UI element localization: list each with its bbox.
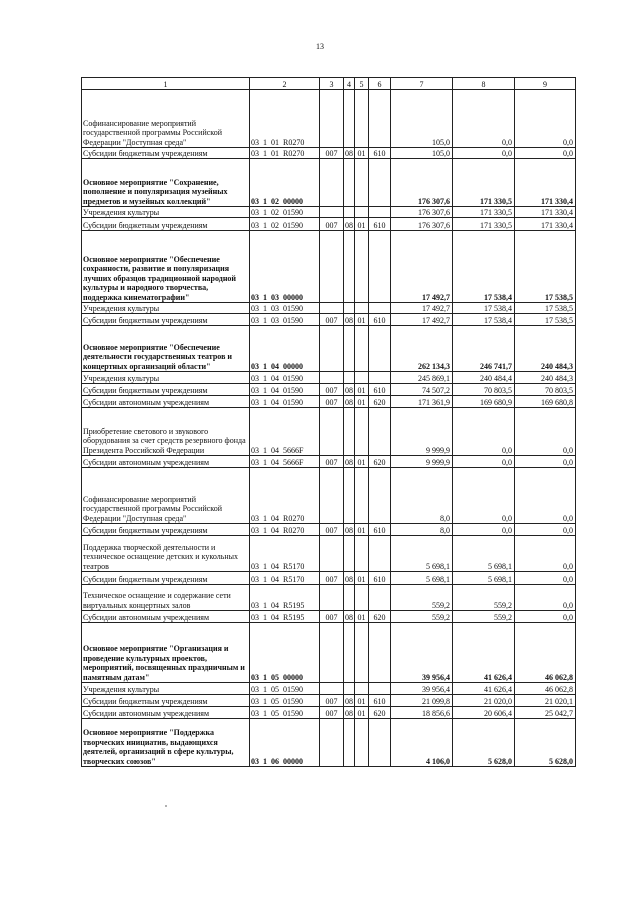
amount-year-3: 17 538,5 [515,314,576,326]
table-row [82,384,576,396]
expense-type-code: 610 [369,524,391,536]
ministry-code [320,231,344,303]
table-row [82,218,576,231]
subsection-code [355,408,369,456]
budget-code: 03 1 05 01590 [250,707,320,719]
amount-year-3: 0,0 [515,148,576,159]
subsection-code: 01 [355,384,369,396]
expense-type-code: 610 [369,572,391,585]
column-header: 1 [82,78,250,90]
amount-year-1: 559,2 [391,585,453,611]
section-code [344,326,355,372]
expense-type-code: 620 [369,707,391,719]
section-code [344,231,355,303]
budget-code: 03 1 04 01590 [250,396,320,408]
column-header: 2 [250,78,320,90]
table-row [82,231,576,303]
amount-year-1: 5 698,1 [391,536,453,572]
row-name: Субсидии автономным учреждениям [82,611,250,623]
expense-type-code [369,207,391,218]
amount-year-3: 0,0 [515,524,576,536]
row-name: Поддержка творческой деятельности и техническое оснащение детских и кукольных театров [82,536,250,572]
subsection-code [355,90,369,148]
amount-year-1: 17 492,7 [391,303,453,314]
section-code: 08 [345,397,353,407]
amount-year-3: 5 628,0 [515,719,576,767]
table-row [82,314,576,326]
table-row [82,396,576,408]
subsection-code [355,585,369,611]
row-name: Субсидии автономным учреждениям [82,456,250,468]
ministry-code: 007 [320,524,344,536]
section-code: 08 [345,457,353,467]
amount-year-3: 70 803,5 [515,384,576,396]
table-row [82,326,576,372]
table-row [82,683,576,695]
subsection-code [355,683,369,695]
section-code [344,468,355,524]
row-name: Субсидии бюджетным учреждениям [82,384,250,396]
amount-year-1: 105,0 [391,90,453,148]
budget-code: 03 1 04 00000 [250,326,320,372]
budget-code: 03 1 02 00000 [250,159,320,207]
subsection-code [355,536,369,572]
expense-type-code [369,585,391,611]
amount-year-2: 246 741,7 [453,326,515,372]
expense-type-code: 610 [369,695,391,707]
ministry-code: 007 [320,148,344,159]
table-row [82,572,576,585]
expense-type-code [369,372,391,384]
row-name: Основное мероприятие "Сохранение, пополнение и популяризация музейных предметов и музейных коллекций" [82,159,250,207]
amount-year-1: 262 134,3 [391,326,453,372]
budget-code: 03 1 06 00000 [250,719,320,767]
table-header-row [82,78,576,90]
section-code [344,303,355,314]
ministry-code: 007 [320,611,344,623]
table-row [82,719,576,767]
column-header: 8 [453,78,515,90]
amount-year-2: 41 626,4 [453,623,515,683]
section-code: 08 [344,218,355,231]
expense-type-code: 620 [369,456,391,468]
amount-year-1: 21 099,8 [391,695,453,707]
amount-year-1: 5 698,1 [391,572,453,585]
row-name: Приобретение светового и звукового оборудования за счет средств резервного фонда Президента Российской Федерации [82,408,250,456]
amount-year-2: 21 020,0 [453,695,515,707]
amount-year-3: 0,0 [515,456,576,468]
subsection-code [355,372,369,384]
amount-year-1: 176 307,6 [391,218,453,231]
amount-year-2: 171 330,5 [453,159,515,207]
subsection-code [355,326,369,372]
budget-code: 03 1 04 R0270 [250,524,320,536]
amount-year-1: 4 106,0 [391,719,453,767]
amount-year-2: 559,2 [453,611,515,623]
amount-year-2: 171 330,5 [453,207,515,218]
amount-year-3: 0,0 [515,585,576,611]
amount-year-1: 74 507,2 [391,384,453,396]
section-code [344,159,355,207]
expense-type-code: 620 [369,396,391,408]
column-header: 3 [320,78,344,90]
ministry-code [320,90,344,148]
subsection-code [355,159,369,207]
ministry-code [320,326,344,372]
table-row [82,611,576,623]
budget-code: 03 1 02 01590 [250,207,320,218]
subsection-code [355,207,369,218]
amount-year-1: 176 307,6 [391,159,453,207]
budget-code: 03 1 04 5666F [250,408,320,456]
amount-year-2: 5 698,1 [453,536,515,572]
budget-code: 03 1 05 01590 [250,683,320,695]
section-code [344,536,355,572]
ministry-code [320,536,344,572]
expense-type-code: 610 [369,148,391,159]
ministry-code [320,585,344,611]
row-name: Субсидии бюджетным учреждениям [82,695,250,707]
expense-type-code [369,536,391,572]
amount-year-3: 0,0 [515,90,576,148]
row-name: Субсидии бюджетным учреждениям [82,218,250,231]
budget-code: 03 1 02 01590 [250,218,320,231]
budget-code: 03 1 04 01590 [250,384,320,396]
section-code [344,408,355,456]
ministry-code: 007 [320,695,344,707]
table-row [82,90,576,148]
row-name: Основное мероприятие "Обеспечение деятельности государственных театров и концертных организаций области" [82,326,250,372]
table-row [82,585,576,611]
subsection-code: 01 [355,524,369,536]
row-name: Учреждения культуры [82,372,250,384]
subsection-code [355,303,369,314]
ministry-code: 007 [320,384,344,396]
budget-code: 03 1 04 R0270 [250,468,320,524]
ministry-code [320,408,344,456]
amount-year-3: 240 484,3 [515,372,576,384]
section-code [344,623,355,683]
amount-year-3: 0,0 [515,408,576,456]
table-row [82,695,576,707]
table-row [82,159,576,207]
amount-year-3: 171 330,4 [515,159,576,207]
budget-code: 03 1 04 5666F [250,456,320,468]
budget-table [81,77,576,767]
subsection-code: 01 [355,707,369,719]
expense-type-code: 610 [369,218,391,231]
amount-year-3: 21 020,1 [515,695,576,707]
expense-type-code [369,719,391,767]
row-name: Учреждения культуры [82,303,250,314]
column-header: 5 [355,78,369,90]
subsection-code [355,231,369,303]
amount-year-3: 0,0 [515,468,576,524]
row-name: Основное мероприятие "Организация и проведение культурных проектов, мероприятий, посвященных праздничным и памятным датам" [82,623,250,683]
ministry-code [320,719,344,767]
amount-year-3: 0,0 [515,611,576,623]
amount-year-3: 46 062,8 [515,623,576,683]
subsection-code: 01 [355,314,369,326]
expense-type-code [369,303,391,314]
subsection-code: 01 [355,148,369,159]
amount-year-2: 17 538,4 [453,303,515,314]
table-row [82,707,576,719]
ministry-code: 007 [320,396,344,408]
subsection-code: 01 [355,695,369,707]
amount-year-2: 559,2 [453,585,515,611]
amount-year-2: 171 330,5 [453,218,515,231]
amount-year-3: 25 042,7 [515,707,576,719]
amount-year-2: 0,0 [453,468,515,524]
amount-year-3: 17 538,5 [515,303,576,314]
amount-year-2: 0,0 [453,408,515,456]
table-row [82,408,576,456]
amount-year-1: 105,0 [391,148,453,159]
row-name: Субсидии бюджетным учреждениям [82,572,250,585]
amount-year-2: 17 538,4 [453,314,515,326]
table-row [82,524,576,536]
expense-type-code [369,231,391,303]
table-row [82,303,576,314]
scan-speck [165,805,167,807]
row-name: Субсидии бюджетным учреждениям [82,148,250,159]
section-code [344,719,355,767]
expense-type-code [369,90,391,148]
row-name: Основное мероприятие "Обеспечение сохранности, развитие и популяризация лучших образцов традиционной народной культуры и народного творчества, поддержка кинематографии" [82,231,250,303]
subsection-code: 01 [355,456,369,468]
budget-code: 03 1 05 00000 [250,623,320,683]
amount-year-1: 9 999,9 [391,408,453,456]
section-code [344,90,355,148]
column-header: 7 [391,78,453,90]
ministry-code: 007 [320,456,344,468]
ministry-code [320,207,344,218]
section-code: 08 [345,385,353,395]
expense-type-code [369,326,391,372]
subsection-code: 01 [355,396,369,408]
amount-year-2: 0,0 [453,524,515,536]
table-row [82,536,576,572]
budget-code: 03 1 04 R5170 [250,536,320,572]
table-row [82,456,576,468]
amount-year-1: 8,0 [391,524,453,536]
section-code [344,372,355,384]
amount-year-1: 39 956,4 [391,623,453,683]
amount-year-2: 17 538,4 [453,231,515,303]
amount-year-2: 0,0 [453,90,515,148]
row-name: Софинансирование мероприятий государственной программы Российской Федерации "Доступная среда" [82,90,250,148]
section-code: 08 [344,572,355,585]
amount-year-3: 240 484,3 [515,326,576,372]
table-row [82,468,576,524]
row-name: Субсидии автономным учреждениям [82,707,250,719]
amount-year-3: 0,0 [515,572,576,585]
ministry-code [320,623,344,683]
amount-year-1: 559,2 [391,611,453,623]
row-name: Субсидии бюджетным учреждениям [82,314,250,326]
expense-type-code [369,408,391,456]
ministry-code [320,468,344,524]
table-row [82,623,576,683]
page-number: 13 [316,42,324,51]
budget-code: 03 1 01 R0270 [250,148,320,159]
ministry-code: 007 [320,314,344,326]
expense-type-code [369,683,391,695]
ministry-code: 007 [320,218,344,231]
row-name: Субсидии автономным учреждениям [82,396,250,408]
table-row [82,148,576,159]
subsection-code: 01 [355,611,369,623]
ministry-code [320,372,344,384]
amount-year-3: 171 330,4 [515,207,576,218]
amount-year-1: 17 492,7 [391,231,453,303]
expense-type-code: 610 [369,314,391,326]
ministry-code: 007 [320,572,344,585]
budget-code: 03 1 04 01590 [250,372,320,384]
amount-year-1: 17 492,7 [391,314,453,326]
section-code: 08 [345,612,353,622]
amount-year-1: 176 307,6 [391,207,453,218]
section-code [344,207,355,218]
row-name: Техническое оснащение и содержание сети виртуальных концертных залов [82,585,250,611]
amount-year-3: 171 330,4 [515,218,576,231]
amount-year-2: 240 484,4 [453,372,515,384]
expense-type-code [369,159,391,207]
section-code: 08 [345,708,353,718]
amount-year-1: 8,0 [391,468,453,524]
amount-year-1: 245 869,1 [391,372,453,384]
ministry-code [320,159,344,207]
amount-year-3: 17 538,5 [515,231,576,303]
ministry-code [320,683,344,695]
amount-year-2: 5 698,1 [453,572,515,585]
amount-year-1: 18 856,6 [391,707,453,719]
amount-year-2: 70 803,5 [453,384,515,396]
column-header: 4 [344,78,355,90]
ministry-code [320,303,344,314]
expense-type-code [369,623,391,683]
column-header: 9 [515,78,576,90]
amount-year-2: 20 606,4 [453,707,515,719]
row-name: Учреждения культуры [82,683,250,695]
amount-year-3: 169 680,8 [515,396,576,408]
budget-code: 03 1 03 00000 [250,231,320,303]
row-name: Софинансирование мероприятий государственной программы Российской Федерации "Доступная среда" [82,468,250,524]
row-name: Учреждения культуры [82,207,250,218]
amount-year-1: 9 999,9 [391,456,453,468]
section-code: 08 [345,315,353,325]
section-code: 08 [345,525,353,535]
section-code: 08 [345,696,353,706]
expense-type-code [369,468,391,524]
budget-code: 03 1 03 01590 [250,303,320,314]
subsection-code: 01 [355,572,369,585]
amount-year-3: 46 062,8 [515,683,576,695]
amount-year-3: 0,0 [515,536,576,572]
table-row [82,207,576,218]
ministry-code: 007 [320,707,344,719]
subsection-code: 01 [355,218,369,231]
budget-code: 03 1 01 R0270 [250,90,320,148]
amount-year-1: 171 361,9 [391,396,453,408]
amount-year-2: 5 628,0 [453,719,515,767]
column-header: 6 [369,78,391,90]
amount-year-2: 0,0 [453,456,515,468]
budget-code: 03 1 03 01590 [250,314,320,326]
budget-code: 03 1 05 01590 [250,695,320,707]
amount-year-2: 41 626,4 [453,683,515,695]
amount-year-1: 39 956,4 [391,683,453,695]
expense-type-code: 610 [369,384,391,396]
section-code [344,585,355,611]
section-code: 08 [345,148,353,158]
row-name: Основное мероприятие "Поддержка творческих инициатив, выдающихся деятелей, организаций в сфере культуры, творческих союзов" [82,719,250,767]
budget-code: 03 1 04 R5195 [250,585,320,611]
amount-year-2: 169 680,9 [453,396,515,408]
expense-type-code: 620 [369,611,391,623]
budget-code: 03 1 04 R5195 [250,611,320,623]
subsection-code [355,468,369,524]
amount-year-2: 0,0 [453,148,515,159]
subsection-code [355,719,369,767]
section-code [344,683,355,695]
budget-code: 03 1 04 R5170 [250,572,320,585]
subsection-code [355,623,369,683]
table-row [82,372,576,384]
row-name: Субсидии бюджетным учреждениям [82,524,250,536]
